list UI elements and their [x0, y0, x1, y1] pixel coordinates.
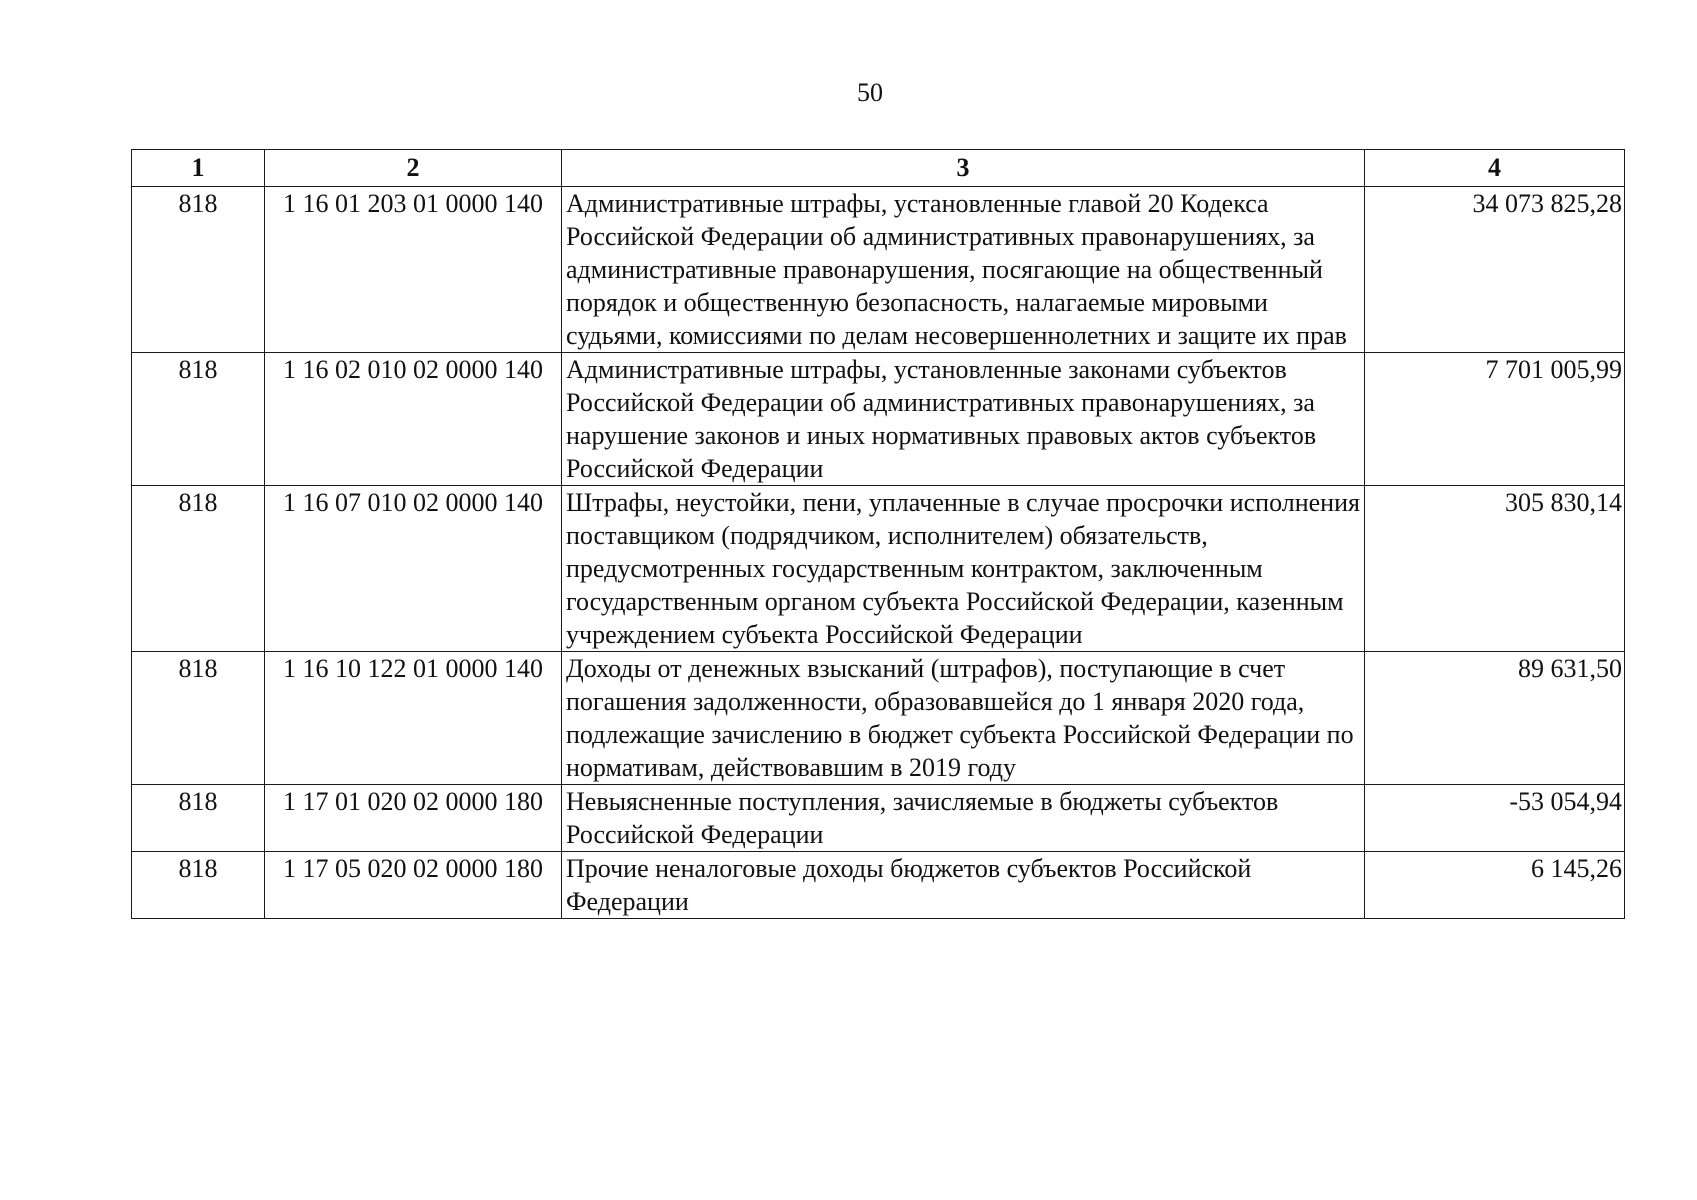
- column-header-4: 4: [1365, 150, 1625, 187]
- admin-code-cell: 818: [132, 852, 265, 919]
- description-cell: Штрафы, неустойки, пени, уплаченные в случае просрочки исполнения поставщиком (подрядчиком, исполнителем) обязательств, предусмотренных государственным контрактом, заключенным государственным органом субъекта Российской Федерации, казенным учреждением субъекта Российской Федерации: [562, 486, 1365, 652]
- table-row: [132, 353, 1625, 486]
- amount-cell: 305 830,14: [1365, 486, 1625, 652]
- description-cell: Административные штрафы, установленные законами субъектов Российской Федерации об административных правонарушениях, за нарушение законов и иных нормативных правовых актов субъектов Российской Федерации: [562, 353, 1365, 486]
- description-cell: Невыясненные поступления, зачисляемые в бюджеты субъектов Российской Федерации: [562, 785, 1365, 852]
- table-row: [132, 187, 1625, 353]
- table-row: [132, 486, 1625, 652]
- budget-code-cell: 1 17 05 020 02 0000 180: [265, 852, 562, 919]
- description-cell: Доходы от денежных взысканий (штрафов), поступающие в счет погашения задолженности, образовавшейся до 1 января 2020 года, подлежащие зачислению в бюджет субъекта Российской Федерации по нормативам, действовавшим в 2019 году: [562, 652, 1365, 785]
- column-header-1: 1: [132, 150, 265, 187]
- amount-cell: 6 145,26: [1365, 852, 1625, 919]
- table-header-row: [132, 150, 1625, 187]
- revenue-table: [131, 149, 1625, 919]
- amount-cell: 89 631,50: [1365, 652, 1625, 785]
- admin-code-cell: 818: [132, 353, 265, 486]
- column-header-3: 3: [562, 150, 1365, 187]
- column-header-2: 2: [265, 150, 562, 187]
- table-row: [132, 852, 1625, 919]
- budget-code-cell: 1 16 10 122 01 0000 140: [265, 652, 562, 785]
- table-row: [132, 652, 1625, 785]
- amount-cell: 7 701 005,99: [1365, 353, 1625, 486]
- budget-code-cell: 1 16 01 203 01 0000 140: [265, 187, 562, 353]
- amount-cell: -53 054,94: [1365, 785, 1625, 852]
- budget-code-cell: 1 16 02 010 02 0000 140: [265, 353, 562, 486]
- budget-code-cell: 1 16 07 010 02 0000 140: [265, 486, 562, 652]
- budget-code-cell: 1 17 01 020 02 0000 180: [265, 785, 562, 852]
- amount-cell: 34 073 825,28: [1365, 187, 1625, 353]
- page-number: 50: [857, 78, 883, 107]
- admin-code-cell: 818: [132, 652, 265, 785]
- admin-code-cell: 818: [132, 187, 265, 353]
- description-cell: Прочие неналоговые доходы бюджетов субъектов Российской Федерации: [562, 852, 1365, 919]
- description-cell: Административные штрафы, установленные главой 20 Кодекса Российской Федерации об административных правонарушениях, за административные правонарушения, посягающие на общественный порядок и общественную безопасность, налагаемые мировыми судьями, комиссиями по делам несовершеннолетних и защите их прав: [562, 187, 1365, 353]
- admin-code-cell: 818: [132, 486, 265, 652]
- table-row: [132, 785, 1625, 852]
- admin-code-cell: 818: [132, 785, 265, 852]
